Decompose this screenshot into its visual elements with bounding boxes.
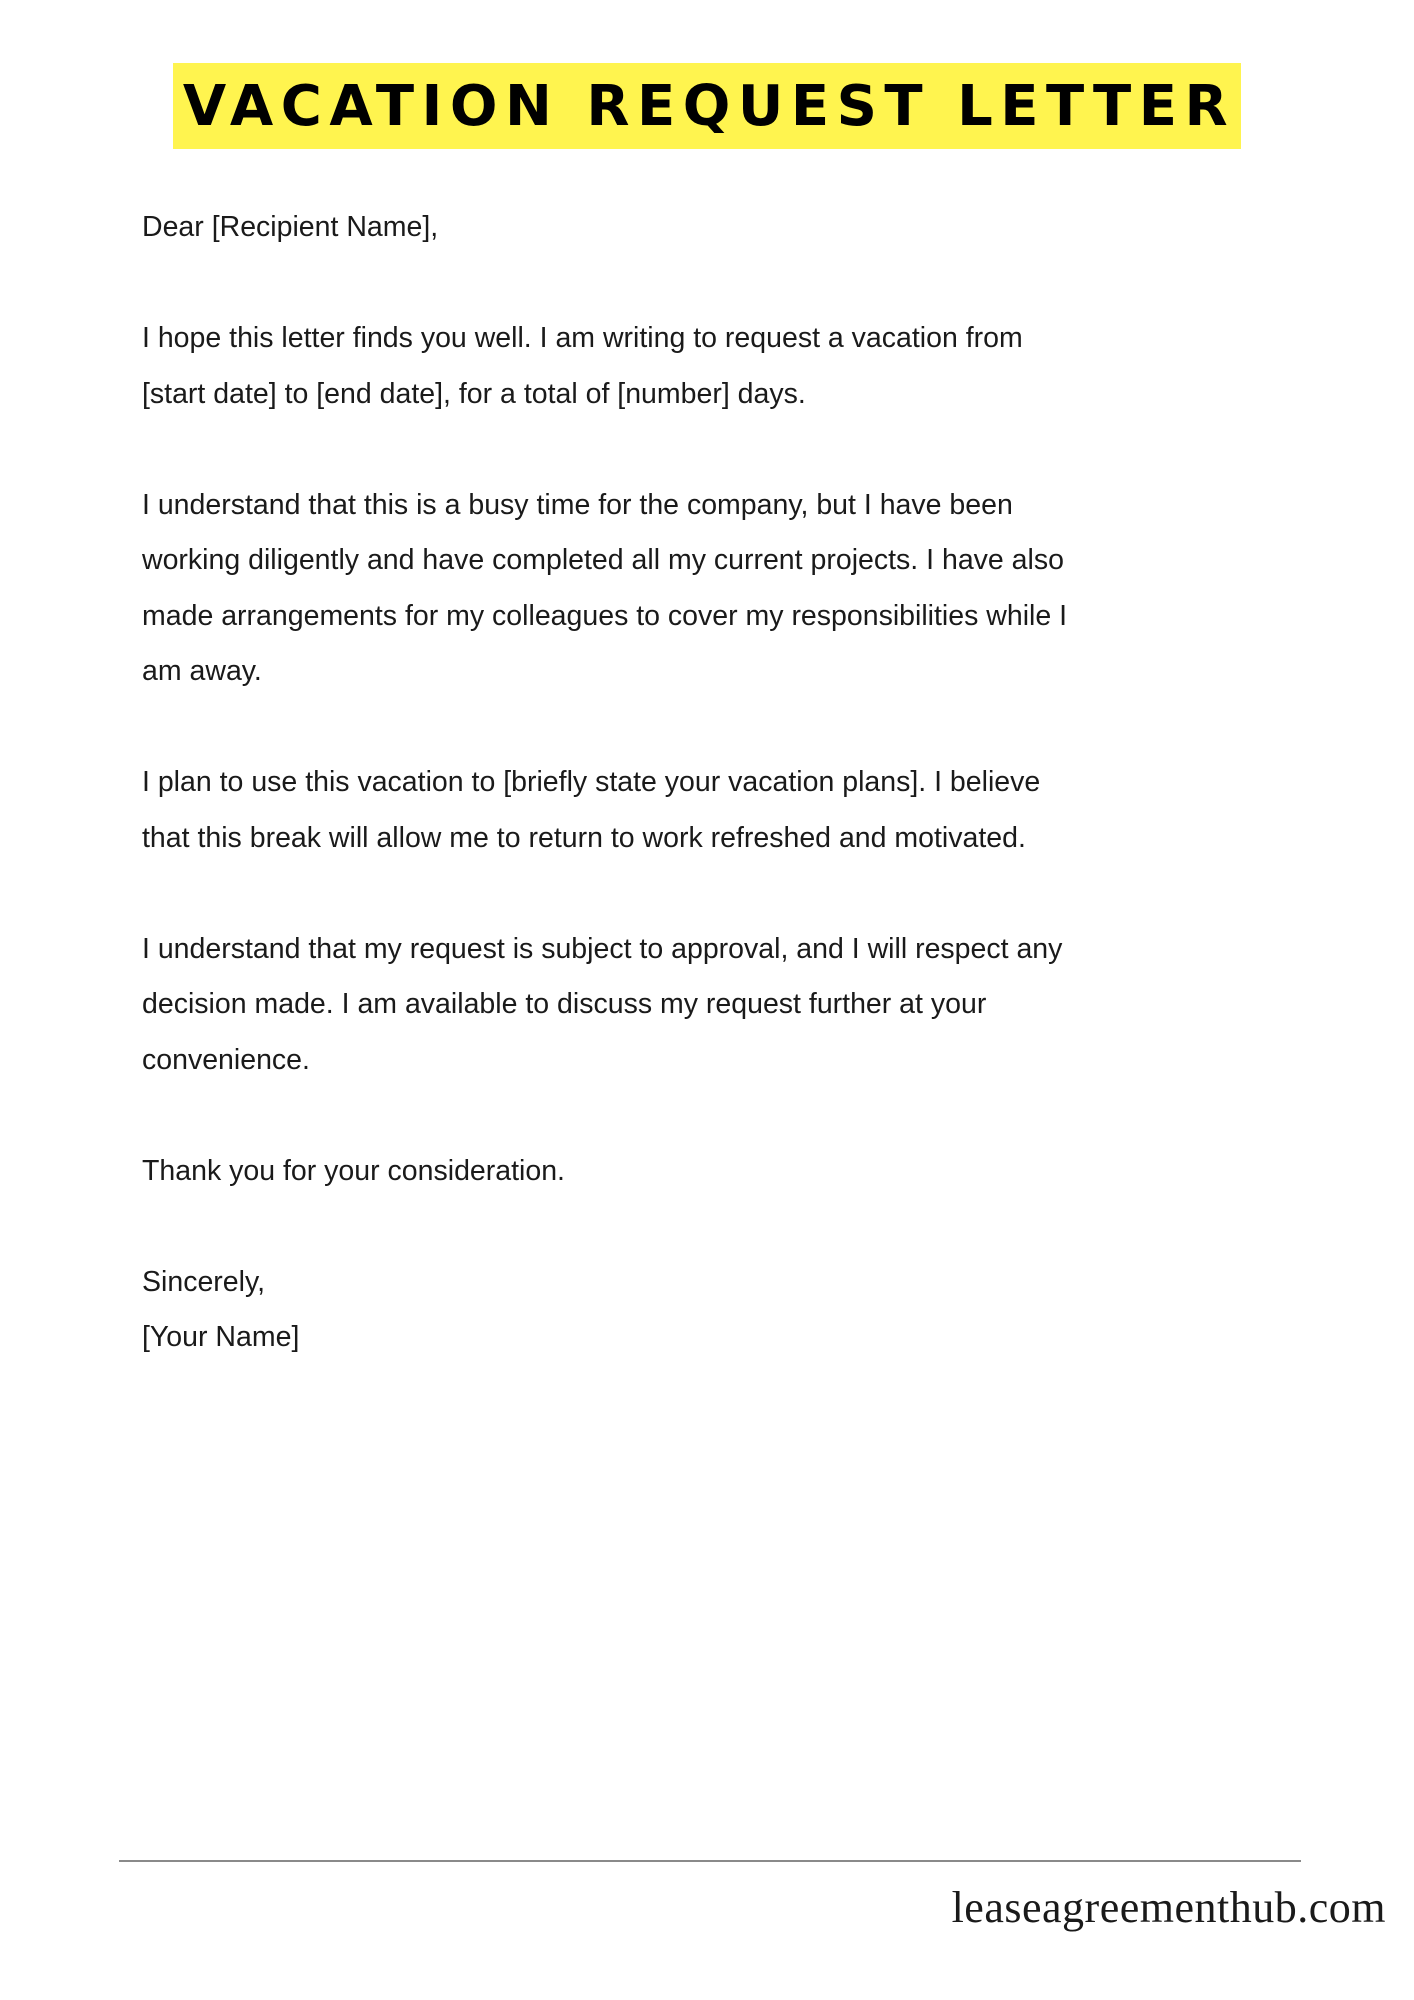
body-paragraph	[142, 311, 1292, 422]
letter-body	[142, 200, 1292, 1366]
text-line: I understand that this is a busy time for the company, but I have been	[142, 488, 1013, 521]
signature: [Your Name]	[142, 1321, 300, 1353]
text-line: Thank you for your consideration.	[142, 1154, 565, 1187]
text-line: I hope this letter finds you well. I am writing to request a vacation from	[142, 322, 1023, 354]
body-paragraph	[142, 755, 1292, 866]
page-title: VACATION REQUEST LETTER	[173, 63, 1241, 149]
closing: Sincerely,	[142, 1265, 266, 1298]
text-line: am away.	[142, 655, 262, 687]
text-line: made arrangements for my colleagues to cover my responsibilities while I	[142, 599, 1068, 632]
text-line: that this break will allow me to return to work refreshed and motivated.	[142, 821, 1026, 854]
text-line: decision made. I am available to discuss my request further at your	[142, 988, 987, 1020]
text-line: I plan to use this vacation to [briefly state your vacation plans]. I believe	[142, 766, 1041, 798]
sign-off	[142, 1255, 1292, 1366]
greeting-paragraph	[142, 200, 1292, 256]
body-paragraph	[142, 922, 1292, 1089]
footer-website: leaseagreementhub.com	[951, 1883, 1386, 1932]
body-paragraph	[142, 1144, 1292, 1200]
footer-divider	[119, 1860, 1301, 1862]
body-paragraph	[142, 478, 1292, 700]
text-line: convenience.	[142, 1043, 310, 1076]
text-line: I understand that my request is subject to approval, and I will respect any	[142, 932, 1063, 965]
text-line: working diligently and have completed all my current projects. I have also	[142, 544, 1064, 576]
text-line: [start date] to [end date], for a total of [number] days.	[142, 377, 806, 410]
greeting: Dear [Recipient Name],	[142, 211, 439, 243]
title-container	[0, 63, 1414, 149]
